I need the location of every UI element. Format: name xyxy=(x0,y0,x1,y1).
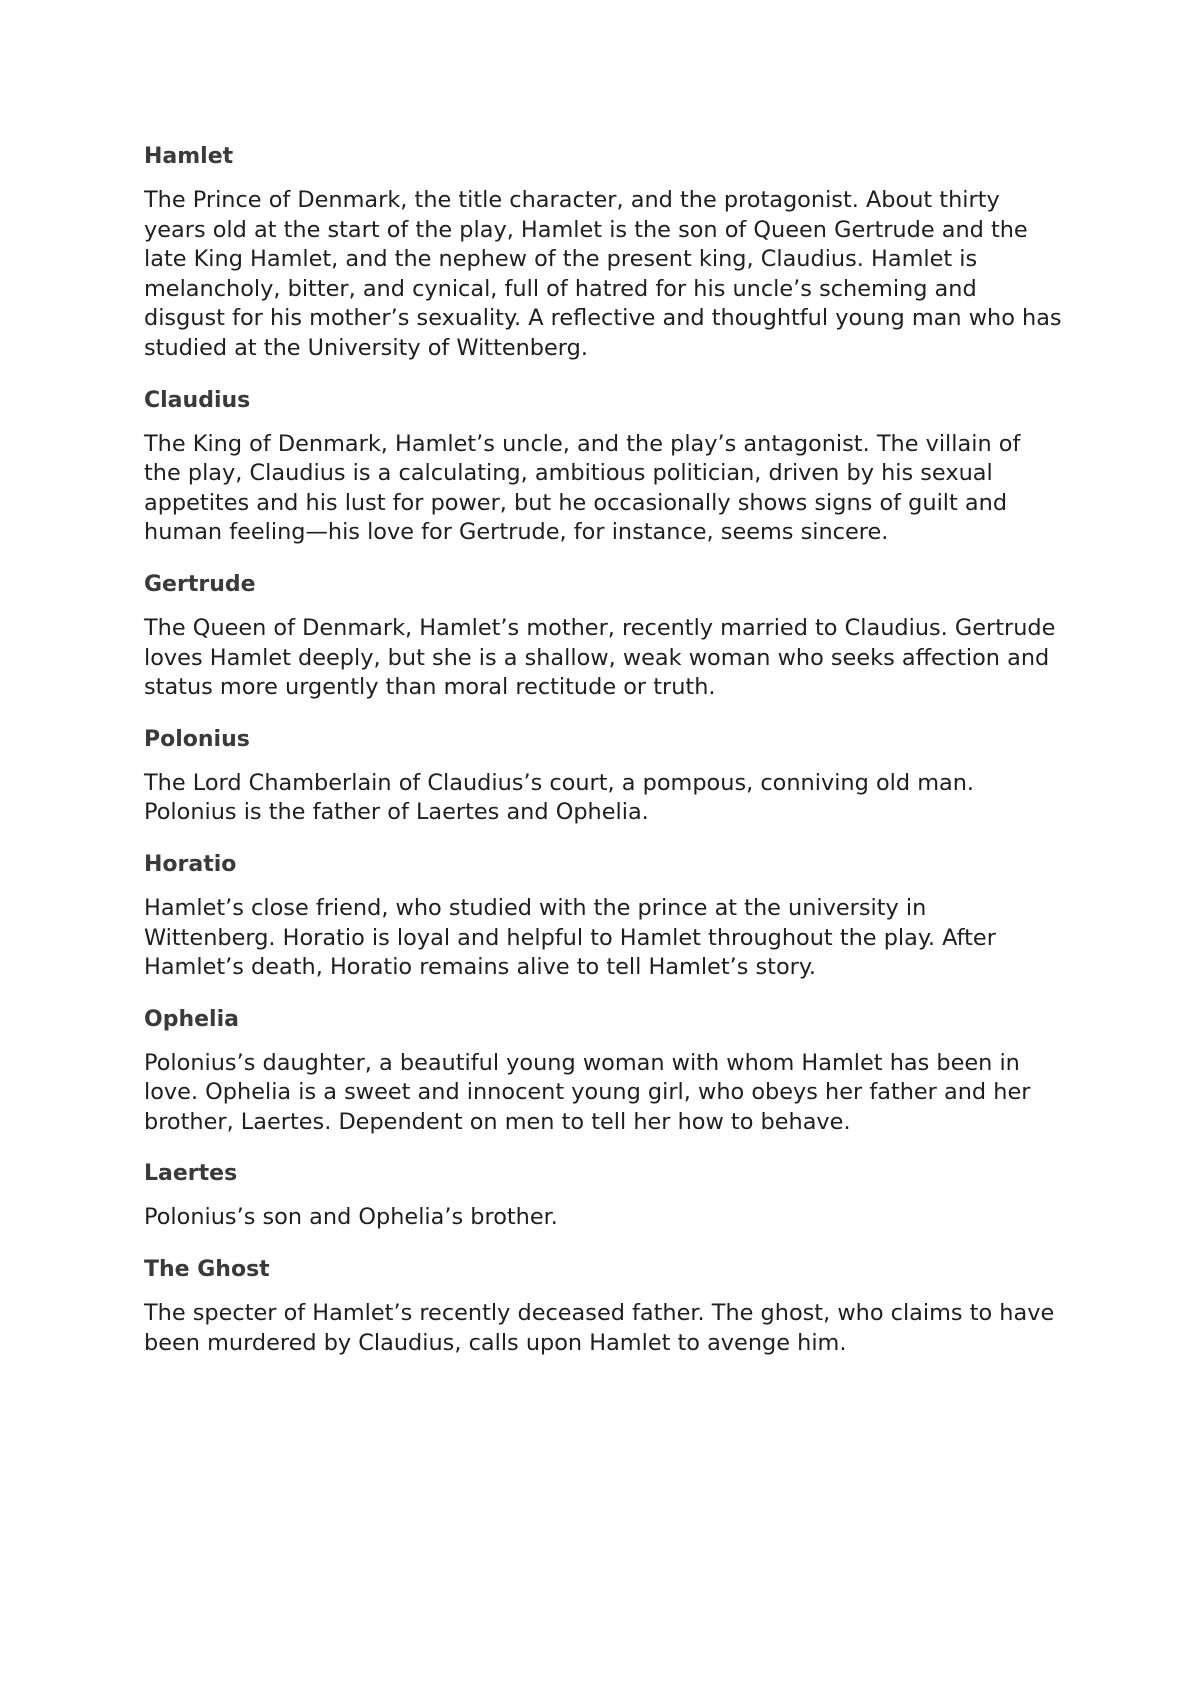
character-entry-polonius xyxy=(144,725,1064,828)
character-entry-ophelia xyxy=(144,1005,1064,1138)
character-description: The King of Denmark, Hamlet’s uncle, and the play’s antagonist. The villain of the play, Claudius is a calculating, ambitious politician, driven by his sexual appetites and his lust for power, but he occasionally shows signs of guilt and human feeling—his love for Gertrude, for instance, seems sincere. xyxy=(144,430,1021,546)
character-entry-gertrude xyxy=(144,570,1064,703)
character-entry-laertes xyxy=(144,1159,1064,1233)
character-name: Polonius xyxy=(144,726,250,752)
character-name: Laertes xyxy=(144,1161,238,1187)
character-entry-hamlet xyxy=(144,142,1064,364)
character-name: Horatio xyxy=(144,851,237,877)
character-entry-ghost xyxy=(144,1255,1064,1358)
character-name: The Ghost xyxy=(144,1257,270,1283)
character-description: The Queen of Denmark, Hamlet’s mother, recently married to Claudius. Gertrude loves Hamlet deeply, but she is a shallow, weak woman who seeks affection and status more urgently than moral rectitude or truth. xyxy=(144,614,1056,701)
character-name: Claudius xyxy=(144,387,251,413)
character-name: Hamlet xyxy=(144,144,234,169)
character-entry-horatio xyxy=(144,850,1064,983)
character-name: Gertrude xyxy=(144,571,256,597)
character-description: The specter of Hamlet’s recently deceased father. The ghost, who claims to have been murdered by Claudius, calls upon Hamlet to avenge him. xyxy=(144,1300,1055,1356)
character-name: Ophelia xyxy=(144,1006,239,1032)
character-description: Polonius’s son and Ophelia’s brother. xyxy=(144,1204,558,1231)
character-description: The Lord Chamberlain of Claudius’s court, a pompous, conniving old man. Polonius is the father of Laertes and Ophelia. xyxy=(144,769,975,826)
character-description: Polonius’s daughter, a beautiful young woman with whom Hamlet has been in love. Ophelia is a sweet and innocent young girl, who obeys her father and her brother, Laertes. Dependent on men to tell her how to behave. xyxy=(144,1049,1031,1135)
character-description: Hamlet’s close friend, who studied with the prince at the university in Wittenberg. Horatio is loyal and helpful to Hamlet throughout the play. After Hamlet’s death, Horatio remains alive to tell Hamlet’s story. xyxy=(144,894,996,981)
character-description: The Prince of Denmark, the title character, and the protagonist. About thirty years old at the start of the play, Hamlet is the son of Queen Gertrude and the late King Hamlet, and the nephew of the present king, Claudius. Hamlet is melancholy, bitter, and cynical, full of hatred for his uncle’s scheming and disgust for his mother’s sexuality. A reflective and thoughtful young man who has studied at the University of Wittenberg. xyxy=(144,187,1062,361)
character-entry-claudius xyxy=(144,386,1064,548)
document-page xyxy=(144,142,1064,1358)
